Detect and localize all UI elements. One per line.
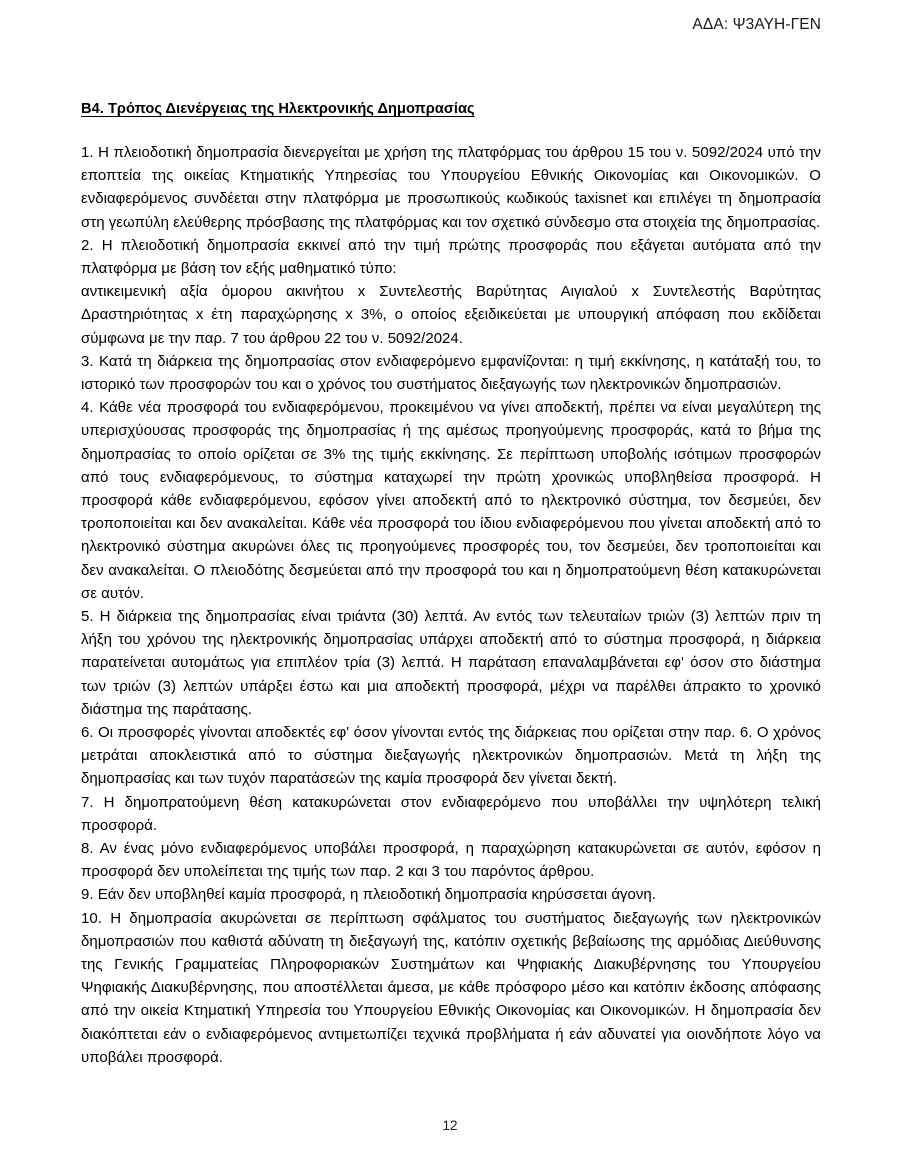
- paragraph-1: 1. Η πλειοδοτική δημοπρασία διενεργείται με χρήση της πλατφόρμας του άρθρου 15 του ν. 5092/2024 υπό την εποπτεία της οικείας Κτηματικής Υπηρεσίας του Υπουργείου Εθνικής Οικονομίας και Οικονομικών. Ο ενδιαφερόμενος συνδέεται στην πλατφόρμα με προσωπικούς κωδικούς taxisnet και επιλέγει τη δημοπρασία στη γεωπύλη ελεύθερης πρόσβασης της πλατφόρμας και τον σχετικό σύνδεσμο στα στοιχεία της δημοπρασίας.: [81, 143, 821, 231]
- paragraph-5: 5. Η διάρκεια της δημοπρασίας είναι τριάντα (30) λεπτά. Αν εντός των τελευταίων τριών (3) λεπτών πριν τη λήξη του χρόνου της ηλεκτρονικής δημοπρασίας υπάρχει αποδεκτή από το σύστημα προσφορά, η διάρκεια παρατείνεται αυτομάτως για επιπλέον τρία (3) λεπτά. Η παράταση επαναλαμβάνεται εφ' όσον στο διάστημα των τριών (3) λεπτών υπάρξει έστω και μια αποδεκτή προσφορά, μέχρι να παρέλθει άπρακτο το χρονικό διάστημα της παράτασης.: [81, 608, 821, 718]
- page-number: 12: [442, 1118, 458, 1133]
- paragraph-6: 6. Οι προσφορές γίνονται αποδεκτές εφ' όσον γίνονται εντός της διάρκειας που ορίζεται στην παρ. 6. Ο χρόνος μετράται αποκλειστικά από το σύστημα διεξαγωγής ηλεκτρονικών δημοπρασιών. Μετά τη λήξη της δημοπρασίας και των τυχόν παρατάσεών της καμία προσφορά δεν γίνεται δεκτή.: [81, 724, 821, 788]
- paragraph-3: 3. Κατά τη διάρκεια της δημοπρασίας στον ενδιαφερόμενο εμφανίζονται: η τιμή εκκίνησης, η κατάταξή του, το ιστορικό των προσφορών του και ο χρόνος του συστήματος διεξαγωγής των ηλεκτρονικών δημοπρασιών.: [81, 352, 821, 393]
- page-title: Β4. Τρόπος Διενέργειας της Ηλεκτρονικής Δημοπρασίας: [81, 101, 475, 117]
- paragraph-formula: αντικειμενική αξία όμορου ακινήτου x Συντελεστής Βαρύτητας Αιγιαλού x Συντελεστής Βαρύτητας Δραστηριότητας x έτη παραχώρησης x 3%, ο οποίος εξειδικεύεται με υπουργική απόφαση που εκδίδεται σύμφωνα με την παρ. 7 του άρθρου 22 του ν. 5092/2024.: [81, 283, 821, 347]
- paragraph-10: 10. Η δημοπρασία ακυρώνεται σε περίπτωση σφάλματος του συστήματος διεξαγωγής των ηλεκτρονικών δημοπρασιών που καθιστά αδύνατη τη διεξαγωγή της, κατόπιν σχετικής βεβαίωσης της αρμόδιας Διεύθυνσης της Γενικής Γραμματείας Πληροφοριακών Συστημάτων και Ψηφιακής Διακυβέρνησης του Υπουργείου Ψηφιακής Διακυβέρνησης, που αποστέλλεται άμεσα, με κάθε πρόσφορο μέσο και κατόπιν έκδοσης απόφασης από την οικεία Κτηματική Υπηρεσία του Υπουργείου Εθνικής Οικονομίας και Οικονομικών. Η δημοπρασία δεν διακόπτεται εάν ο ενδιαφερόμενος αντιμετωπίζει τεχνικά προβλήματα ή εάν αδυνατεί για οιονδήποτε λόγο να υποβάλει προσφορά.: [81, 909, 821, 1066]
- ada-header: ΑΔΑ: Ψ3ΑΥΗ-ΓΕΝ: [692, 16, 821, 33]
- document-content: [81, 100, 821, 1069]
- paragraph-9: 9. Εάν δεν υποβληθεί καμία προσφορά, η πλειοδοτική δημοπρασία κηρύσσεται άγονη.: [81, 886, 656, 904]
- paragraph-2: 2. Η πλειοδοτική δημοπρασία εκκινεί από την τιμή πρώτης προσφοράς που εξάγεται αυτόματα από την πλατφόρμα με βάση τον εξής μαθηματικό τύπο:: [81, 236, 821, 277]
- paragraph-8: 8. Αν ένας μόνο ενδιαφερόμενος υποβάλει προσφορά, η παραχώρηση κατακυρώνεται σε αυτόν, εφόσον η προσφορά δεν υπολείπεται της τιμής των παρ. 2 και 3 του παρόντος άρθρου.: [81, 840, 821, 881]
- paragraph-4: 4. Κάθε νέα προσφορά του ενδιαφερόμενου, προκειμένου να γίνει αποδεκτή, πρέπει να είναι μεγαλύτερη της υπερισχύουσας προσφοράς της δημοπρασίας ή της αμέσως προηγούμενης προσφοράς, κατά το βήμα της δημοπρασίας το οποίο ορίζεται σε 3% της τιμής εκκίνησης. Σε περίπτωση υποβολής ισότιμων προσφορών από τους ενδιαφερόμενους, το σύστημα καταχωρεί την πρώτη χρονικώς υποβληθείσα προσφορά. Η προσφορά κάθε ενδιαφερόμενου, εφόσον γίνει αποδεκτή από το ηλεκτρονικό σύστημα, τον δεσμεύει, δεν τροποποιείται και δεν ανακαλείται. Κάθε νέα προσφορά του ίδιου ενδιαφερόμενου που γίνεται αποδεκτή από το ηλεκτρονικό σύστημα ακυρώνει όλες τις προηγούμενες προσφορές του, τον δεσμεύει, δεν τροποποιείται και δεν ανακαλείται. Ο πλειοδότης δεσμεύεται από την προσφορά του και η δημοπρατούμενη θέση κατακυρώνεται σε αυτόν.: [81, 399, 821, 602]
- paragraph-7: 7. Η δημοπρατούμενη θέση κατακυρώνεται στον ενδιαφερόμενο που υποβάλλει την υψηλότερη τελική προσφορά.: [81, 793, 821, 834]
- document-body: [81, 141, 821, 1069]
